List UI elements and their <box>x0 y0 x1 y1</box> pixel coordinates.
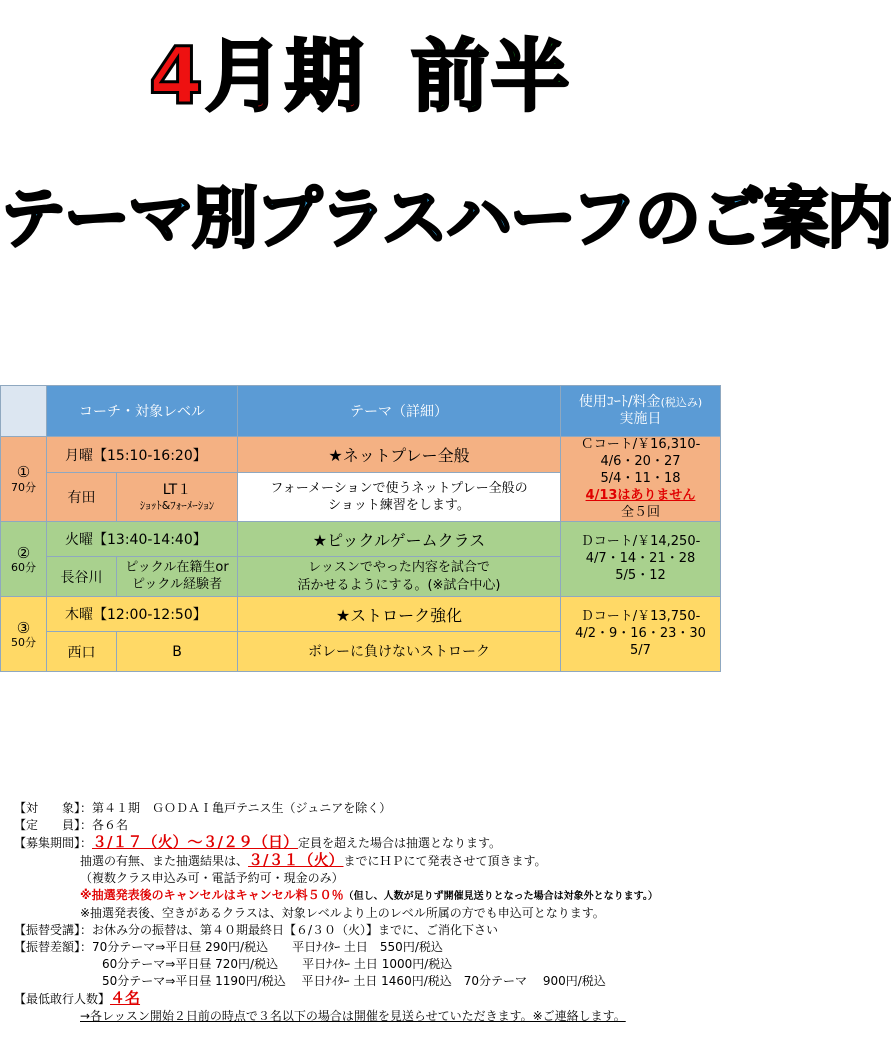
note-vacancy: ※抽選発表後、空きがあるクラスは、対象レベルより上のレベル所属の方でも申込可となります。 <box>80 906 605 920</box>
note-makeup: 【振替受講】：お休み分の振替は、第４０期最終日【６/３０（火）】までに、ご消化下さい <box>14 923 499 937</box>
row-theme: ★ピックルゲームクラス <box>238 522 561 557</box>
notes-section <box>14 800 714 1025</box>
schedule-table <box>0 385 721 672</box>
note-cancel: ※抽選発表後のキャンセルはキャンセル料５０％（但し、人数が足りず開催見送りとなった場合は対象外となります。） <box>80 888 658 902</box>
row-detail: ボレーに負けないストローク <box>238 632 561 672</box>
note-capacity: 【定 員】：各６名 <box>14 818 129 832</box>
row-level: LT１ ｼｮｯﾄ&ﾌｫｰﾒｰｼｮﾝ <box>117 473 238 522</box>
header-corner <box>1 386 47 437</box>
row-level: ピックル在籍生or ピックル経験者 <box>117 557 238 597</box>
title-period: 4月期 <box>148 32 366 122</box>
row-coach: 有田 <box>47 473 117 522</box>
row-coach: 長谷川 <box>47 557 117 597</box>
row-court: Ｄコート/￥13,750- 4/2・9・16・23・30 5/7 <box>561 597 721 672</box>
note-period: 【募集期間】：３/１７（火）～３/２９（日）定員を超えた場合は抽選となります。 <box>14 833 502 851</box>
row-day: 木曜【12:00-12:50】 <box>47 597 238 632</box>
period-dates: ３/１７（火）～３/２９（日） <box>92 833 298 851</box>
title-half: 前半 <box>411 32 572 122</box>
table-row <box>1 597 721 632</box>
row-court: Ｃコート/￥16,310- 4/6・20・27 5/4・11・18 4/13はありません 全５回 <box>561 437 721 522</box>
row-detail: フォーメーションで使うネットプレー全般の ショット練習をします。 <box>238 473 561 522</box>
table-row <box>1 437 721 473</box>
row-detail: レッスンでやった内容を試合で 活かせるようにする。(※試合中心) <box>238 557 561 597</box>
table-header-row <box>1 386 721 437</box>
row-number: ① 70分 <box>1 437 47 522</box>
minimum-value: ４名 <box>110 989 141 1007</box>
note-diff-2: 60分テーマ⇒平日昼 720円/税込 平日ﾅｲﾀｰ 土日 1000円/税込 <box>102 957 453 971</box>
table-row <box>1 522 721 557</box>
note-target: 【対 象】：第４１期 ＧＯＤＡＩ亀戸テニス生（ジュニアを除く） <box>14 801 392 815</box>
row-day: 火曜【13:40-14:40】 <box>47 522 238 557</box>
header-coach: コーチ・対象レベル <box>47 386 238 437</box>
note-lottery: 抽選の有無、また抽選結果は、３/３１（火）までにＨＰにて発表させて頂きます。 <box>80 851 547 869</box>
note-minimum-text: →各レッスン開始２日前の時点で３名以下の場合は開催を見送らせていただきます。※ご連絡します。 <box>80 1009 626 1023</box>
note-diff: 【振替差額】：70分テーマ⇒平日昼 290円/税込 平日ﾅｲﾀｰ 土日 550円/税込 <box>14 940 443 954</box>
row-number: ③ 50分 <box>1 597 47 672</box>
row-number: ② 60分 <box>1 522 47 597</box>
header-theme: テーマ（詳細） <box>238 386 561 437</box>
note-minimum: 【最低敢行人数】４名 <box>14 989 141 1007</box>
row-court: Ｄコート/￥14,250- 4/7・14・21・28 5/5・12 <box>561 522 721 597</box>
row-theme: ★ストローク強化 <box>238 597 561 632</box>
main-title <box>0 32 720 122</box>
row-day: 月曜【15:10-16:20】 <box>47 437 238 473</box>
subtitle: テーマ別プラスハーフのご案内 <box>0 180 891 257</box>
note-diff-3: 50分テーマ⇒平日昼 1190円/税込 平日ﾅｲﾀｰ 土日 1460円/税込 70分テーマ 900円/税込 <box>102 974 606 988</box>
lottery-date: ３/３１（火） <box>248 851 344 869</box>
row-level: B <box>117 632 238 672</box>
row-coach: 西口 <box>47 632 117 672</box>
row-theme: ★ネットプレー全般 <box>238 437 561 473</box>
header-court: 使用ｺｰﾄ/料金(税込み) 実施日 <box>561 386 721 437</box>
note-multi: （複数クラス申込み可・電話予約可・現金のみ） <box>80 871 344 885</box>
